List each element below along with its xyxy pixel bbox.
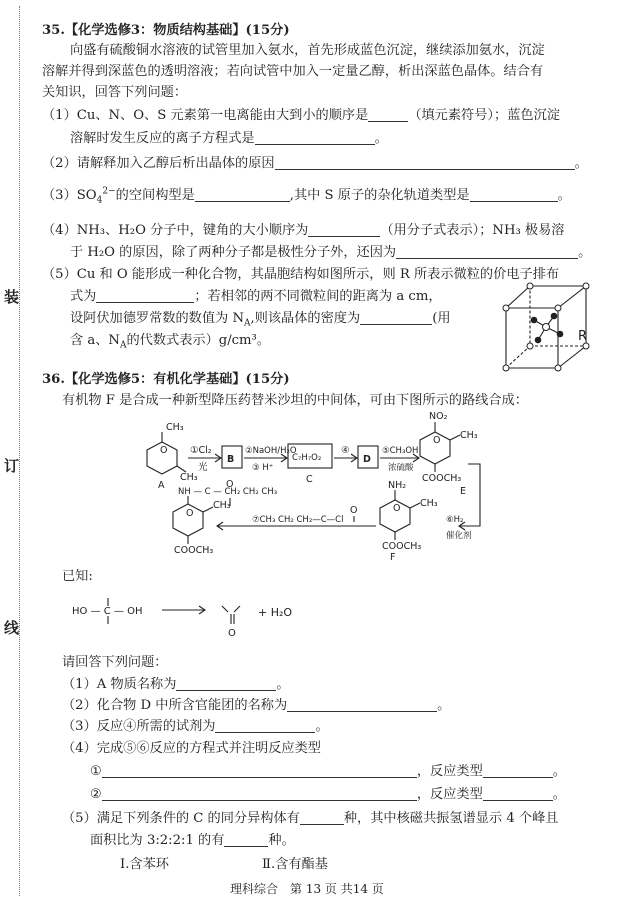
ring-p-o: O [186,508,194,519]
q36-sub-1: （1）A 物质名称为 。 [62,677,290,692]
crystal-cell-diagram [498,280,610,380]
known-right: + H₂O [258,606,293,619]
margin-label-zhuang: 装 [4,288,20,306]
q35-p2-answer-blank[interactable] [275,155,575,170]
binding-margin-line [19,6,20,896]
q35-p4-angle-blank[interactable] [308,222,380,237]
q35-p3-sulfate: SO [76,188,97,203]
q36-intro: 有机物 F 是合成一种新型降压药替米沙坦的中间体，可由下图所示的路线合成： [62,393,528,408]
box-d: D [363,454,371,465]
q35-intro-line-3: 关知识，回答下列问题： [42,85,188,100]
q35-p5-text-c: ；若相邻的两不同微粒间的距离为 a cm， [194,289,442,304]
q36-s3-blank[interactable] [215,718,315,733]
q35-p3-text-b: 的空间构型是 [115,188,195,203]
q35-p3-num: （3） [42,188,77,203]
label-a: A [158,480,165,491]
q36-s3-text: （3）反应④所需的试剂为 [62,719,216,734]
q35-header: 35.【化学选修3：物质结构基础】(15分) [42,23,290,38]
q35-p4-text-a: （4）NH₃、H₂O 分子中，键角的大小顺序为 [42,223,309,238]
q35-p3-shape-blank[interactable] [195,187,290,202]
q36-condition-2: Ⅱ.含有酯基 [262,857,328,872]
q35-p3-sup: 2− [102,186,116,197]
q35-p5-config-blank[interactable] [96,288,194,303]
q35-p2-text: （2）请解释加入乙醇后析出晶体的原因 [42,156,275,171]
r1-bottom: 光 [198,462,208,473]
f-nh2: NH₂ [388,480,407,491]
e-no2: NO₂ [429,411,448,422]
q35-p1-text-b: （填元素符号）；蓝色沉淀 [408,108,560,123]
box-c-formula: C₇H₇O₂ [292,453,322,463]
label-e: E [460,486,467,497]
crystal-r-label: R [578,329,588,344]
product-ch3: CH₃ [213,500,231,511]
r1-top: ①Cl₂ [190,445,212,456]
q35-p5-text-h: 的代数式表示）g/cm³。 [126,333,271,348]
ring-f-o: O [393,503,401,514]
label-c: C [306,474,313,485]
q35-part-5-line-3 [70,310,451,328]
q35-p5-text-d: 设阿伏加德罗常数的数值为 N [70,311,244,326]
q36-s5-text-d: 种。 [268,833,295,848]
q35-part-3: $(3)SO_4^{2-}$的空间构型是 ,其中 S 原子的杂化轨道类型是 。 [42,186,571,206]
q36-s4-eq2-blank[interactable] [102,786,417,801]
r7-oxygen: O [350,505,358,516]
q35-part-2: （2）请解释加入乙醇后析出晶体的原因 。 [42,156,588,171]
q35-p5-text-g: 含 a、N [70,333,120,348]
r7-reagent: ⑦CH₃ CH₂ CH₂—C—Cl [252,515,344,525]
q36-s1-blank[interactable] [176,676,276,691]
q35-p4-text-c: 于 H₂O 的原因，除了两种分子都是极性分子外，还因为 [70,245,397,260]
known-label: 已知: [62,569,93,584]
r5-bottom: 浓硫酸 [388,463,414,473]
a-ch3-top: CH₃ [166,422,184,433]
r23-bottom: ③ H⁺ [252,463,274,473]
q35-p1-text-a: （1）Cu、N、O、S 元素第一电离能由大到小的顺序是 [42,108,369,123]
q36-s4-type2-blank[interactable] [483,786,553,801]
q35-part-5-line-4 [70,332,270,350]
product-amide: NH — C — CH₂ CH₂ CH₃ [178,487,278,497]
q36-s1-text: （1）A 物质名称为 [62,677,177,692]
q35-p5-text-b: 式为 [70,289,97,304]
q36-s4-type1-text: ，反应类型 [416,764,483,779]
q36-condition-1: Ⅰ.含苯环 [120,857,169,872]
product-cooch3: COOCH₃ [174,545,214,556]
q35-intro-line-1: 向盛有硫酸铜水溶液的试管里加入氨水，首先形成蓝色沉淀，继续添加氨水，沉淀 [70,43,545,58]
q36-sub-5-line-2 [90,832,295,850]
r6-top: ⑥H₂ [446,515,464,525]
f-ch3: CH₃ [420,498,438,509]
q35-p5-density-blank[interactable] [360,310,432,325]
synthesis-route-diagram [110,408,550,588]
q35-part-1-line-1 [42,107,560,125]
ring-a-o: O [160,445,168,456]
q36-s4-eq2-num: ② [90,787,102,802]
q36-sub-5-line-1 [62,810,558,828]
q36-s5-count-blank[interactable] [300,810,344,825]
known-reaction-diagram [70,588,330,644]
q35-p1-equation-blank[interactable] [255,130,375,145]
q35-p3-text-c: ,其中 S 原子的杂化轨道类型是 [289,188,470,203]
q36-s4-type1-blank[interactable] [483,763,553,778]
known-ketone-o: O [228,628,236,639]
q36-s5-text-a: （5）满足下列条件的 C 的同分异构体有 [62,811,300,826]
margin-label-ding: 订 [4,457,20,475]
q35-p5-text-f: (用 [432,311,451,326]
q35-p1-text-c: 溶解时发生反应的离子方程式是 [70,131,255,146]
q35-p3-sub: 4 [96,195,103,206]
label-f: F [390,552,396,563]
q35-intro-line-2: 溶解并得到深蓝色的透明溶液；若向试管中加入一定量乙醇，析出深蓝色晶体。结合有 [42,64,544,79]
e-cooch3: COOCH₃ [422,473,462,484]
e-ch3: CH₃ [460,430,478,441]
q35-p5-text-e: ,则该晶体的密度为 [250,311,361,326]
q35-p3-hybrid-blank[interactable] [470,187,558,202]
q36-s4-eq1-blank[interactable] [102,763,417,778]
q35-part-4-line-1 [42,222,565,240]
q36-s4-eq1-num: ① [90,764,102,779]
box-b: B [227,454,235,465]
q35-p5-sub-a: A [243,318,251,329]
q36-sub-4-line-1: ① ，反应类型 。 [90,764,566,779]
q36-s2-text: （2）化合物 D 中所含官能团的名称为 [62,698,288,713]
q35-part-4-line-2: 于 H₂O 的原因，除了两种分子都是极性分子外，还因为 。 [70,245,592,260]
q36-s2-blank[interactable] [287,697,437,712]
q36-s4-type2-text: ，反应类型 [416,787,483,802]
q36-sub-3: （3）反应④所需的试剂为 。 [62,719,329,734]
ring-e-o: O [433,435,441,446]
product-amide-oxygen: O [226,479,234,490]
r5-top: ⑤CH₃OH [382,446,419,456]
r23-top: ②NaOH/H₂O [245,446,297,456]
f-cooch3: COOCH₃ [382,541,422,552]
known-left: HO — C — OH [72,606,143,617]
q35-p5-sub-b: A [119,340,127,351]
page-footer: 理科综合 第 13 页 共14 页 [230,882,384,896]
q35-p4-text-b: （用分子式表示）；NH₃ 极易溶 [380,223,565,238]
r4: ④ [341,445,350,456]
q35-part-5-line-1: （5）Cu 和 O 能形成一种化合物，其晶胞结构如图所示，则 R 所表示微粒的价电子排布 [42,267,560,282]
q35-part-1-line-2: 溶解时发生反应的离子方程式是 。 [70,131,388,146]
q36-sub-4: （4）完成⑤⑥反应的方程式并注明反应类型 [62,741,321,756]
q35-p4-reason-blank[interactable] [396,244,578,259]
q36-s5-text-c: 面积比为 3:2:2:1 的有 [90,833,225,848]
q36-header: 36.【化学选修5：有机化学基础】(15分) [42,372,290,387]
q35-p1-answer-blank[interactable] [368,107,408,122]
q36-sub-2: （2）化合物 D 中所含官能团的名称为 。 [62,698,451,713]
q36-ask: 请回答下列问题： [62,655,168,670]
q36-s5-nmr-blank[interactable] [224,832,268,847]
q36-sub-4-line-2: ② ，反应类型 。 [90,787,566,802]
r6-bottom: 催化剂 [446,531,472,541]
q35-part-5-line-2 [70,288,442,306]
margin-label-xian: 线 [4,619,20,637]
a-ch3-bottom: CH₃ [180,472,198,483]
q36-s5-text-b: 种，其中核磁共振氢谱显示 4 个峰且 [343,811,559,826]
